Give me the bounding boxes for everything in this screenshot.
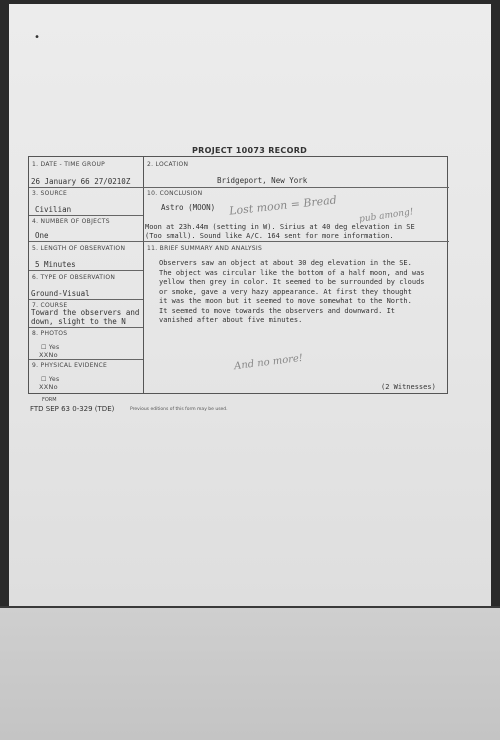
witnesses-count: (2 Witnesses) xyxy=(381,383,436,391)
type-obs-value: Ground-Visual xyxy=(31,289,90,298)
num-objects-label: 4. NUMBER OF OBJECTS xyxy=(32,218,110,225)
row-divider xyxy=(29,299,143,300)
num-objects-value: One xyxy=(35,231,49,240)
photos-label: 8. PHOTOS xyxy=(32,330,68,337)
summary-text xyxy=(159,259,449,326)
course-label: 7. COURSE xyxy=(32,302,68,309)
summary-line: The object was circular like the bottom of a half moon, and was xyxy=(159,268,425,277)
physical-label: 9. PHYSICAL EVIDENCE xyxy=(32,362,108,369)
location-value: Bridgeport, New York xyxy=(217,176,308,185)
conclusion-value: Astro (MOON) xyxy=(161,203,216,212)
photos-no-text: No xyxy=(48,351,58,359)
column-divider xyxy=(143,157,144,393)
conclusion-line-3: (Too small). Sound like A/C. 164 sent for more information. xyxy=(145,232,394,240)
summary-label: 11. BRIEF SUMMARY AND ANALYSIS xyxy=(147,245,263,252)
length-obs-value: 5 Minutes xyxy=(35,260,76,269)
course-line-2: down, slight to the N xyxy=(31,317,126,326)
row-divider xyxy=(29,187,449,188)
row-divider xyxy=(29,327,143,328)
footer-note: Previous editions of this form may be used. xyxy=(130,407,228,412)
source-value: Civilian xyxy=(35,205,72,214)
source-label: 3. SOURCE xyxy=(32,190,68,197)
row-divider xyxy=(29,359,143,360)
date-time-label: 1. DATE - TIME GROUP xyxy=(32,161,106,168)
photos-yes-text: Yes xyxy=(48,344,60,351)
conclusion-label: 10. CONCLUSION xyxy=(147,190,203,197)
course-line-1: Toward the observers and xyxy=(31,308,140,317)
handwritten-note-1: Lost moon = Bread xyxy=(228,193,338,218)
row-divider xyxy=(29,241,449,242)
conclusion-line-2: Moon at 23h.44m (setting in W). Sirius at 40 deg elevation in SE xyxy=(145,223,415,231)
physical-no-text: No xyxy=(48,383,58,391)
physical-yes-text: Yes xyxy=(48,376,60,383)
paper-mark: • xyxy=(34,32,41,43)
summary-line: vanished after about five minutes. xyxy=(159,316,303,324)
summary-line: It seemed to move towards the observers and downward. It xyxy=(159,306,396,315)
length-obs-label: 5. LENGTH OF OBSERVATION xyxy=(32,245,126,252)
date-time-value: 26 January 66 27/0210Z xyxy=(31,177,131,186)
record-title: PROJECT 10073 RECORD xyxy=(192,146,308,155)
summary-line: yellow then grey in color. It seemed to be surrounded by clouds xyxy=(159,278,425,286)
footer-form-number: FTD SEP 63 0-329 (TDE) xyxy=(30,405,115,413)
backing-sheet xyxy=(0,608,500,740)
summary-line: Observers saw an object at about 30 deg elevation in the SE. xyxy=(159,259,412,267)
handwritten-note-2: pub among! xyxy=(358,207,415,225)
type-obs-label: 6. TYPE OF OBSERVATION xyxy=(32,274,116,281)
row-divider xyxy=(29,215,143,216)
location-label: 2. LOCATION xyxy=(147,161,189,168)
record-form xyxy=(28,156,448,394)
photos-yes: ☐ Yes xyxy=(41,344,60,351)
physical-no xyxy=(39,383,58,391)
row-divider xyxy=(29,270,143,271)
physical-no-mark: XX xyxy=(39,383,49,391)
handwritten-note-3: And no more! xyxy=(233,352,304,373)
summary-line: it was the moon but it seemed to move somewhat to the North. xyxy=(159,297,412,305)
photos-no-mark: XX xyxy=(39,351,49,359)
physical-yes: ☐ Yes xyxy=(41,376,60,383)
photos-no xyxy=(39,351,58,359)
summary-line: or smoke, gave a very hazy appearance. At first they thought xyxy=(159,287,412,296)
footer-form-label: FORM xyxy=(42,397,57,403)
